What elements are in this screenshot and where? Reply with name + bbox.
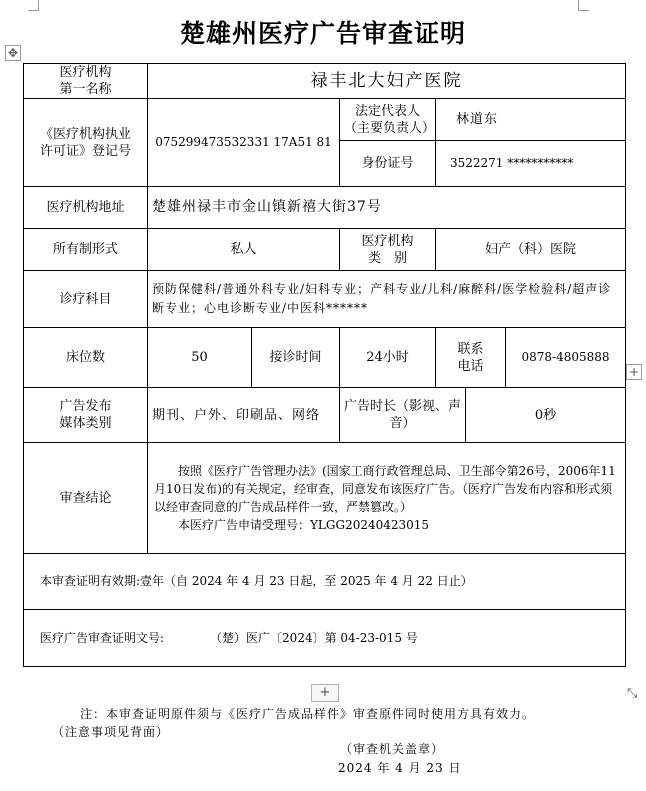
table-row xyxy=(24,229,626,271)
add-row-button[interactable]: + xyxy=(311,684,339,702)
beds-label: 床位数 xyxy=(24,328,148,388)
table-resize-icon[interactable]: ⤡ xyxy=(627,686,638,701)
id-number: 3522271 *********** xyxy=(436,141,626,187)
dept-label: 诊疗科目 xyxy=(24,271,148,328)
category-label: 医疗机构 类 别 xyxy=(340,229,436,271)
table-row xyxy=(24,187,626,229)
hours-label: 接诊时间 xyxy=(252,328,340,388)
category-value: 妇产（科）医院 xyxy=(436,229,626,271)
seal-caption: （审查机关盖章） xyxy=(340,742,445,756)
validity-period: 本审查证明有效期:壹年（自 2024 年 4 月 23 日起，至 2025 年 4 月 22 日止） xyxy=(24,554,626,610)
document-title: 楚雄州医疗广告审查证明 xyxy=(179,19,466,48)
conclusion-cell xyxy=(148,443,626,554)
id-label: 身份证号 xyxy=(340,141,436,187)
beds-value: 50 xyxy=(148,328,252,388)
issue-date: 2024 年 4 月 23 日 xyxy=(338,761,462,775)
legal-rep-name: 林道东 xyxy=(436,99,626,141)
docno-label: 医疗广告审查证明文号: xyxy=(40,630,165,645)
ownership-value: 私人 xyxy=(148,229,340,271)
table-row xyxy=(24,443,626,554)
docno-cell xyxy=(24,610,626,667)
table-row xyxy=(24,99,626,141)
footnote: 注：本审查证明原件须与《医疗广告成品样件》审查原件同时使用方具有效力。 xyxy=(80,707,536,721)
table-row xyxy=(24,610,626,667)
duration-label: 广告时长（影视、声音） xyxy=(340,388,466,443)
legal-rep-label: 法定代表人 （主要负责人） xyxy=(340,99,436,141)
table-row xyxy=(24,554,626,610)
license-number: 075299473532331 17A51 81 xyxy=(148,99,340,187)
dept-value: 预防保健科/普通外科专业/妇科专业；产科专业/儿科/麻醉科/医学检验科/超声诊断专业；心电诊断专业/中医科****** xyxy=(148,271,626,328)
contact-label: 联系 电话 xyxy=(436,328,506,388)
institution-address: 楚雄州禄丰市金山镇新禧大街37号 xyxy=(148,187,626,229)
table-row xyxy=(24,328,626,388)
hours-value: 24小时 xyxy=(340,328,436,388)
page-corner-mark xyxy=(578,0,589,11)
license-label: 《医疗机构执业 许可证》登记号 xyxy=(24,99,148,187)
table-row xyxy=(24,271,626,328)
docno-value: （楚）医广〔2024〕第 04-23-015 号 xyxy=(210,630,418,645)
footnote-back: （注意事项见背面） xyxy=(52,725,170,739)
table-row xyxy=(24,388,626,443)
duration-value: 0秒 xyxy=(466,388,626,443)
acceptance-number: 本医疗广告申请受理号：YLGG20240423015 xyxy=(178,518,430,532)
table-row xyxy=(24,64,626,99)
table-move-handle-icon[interactable]: ✥ xyxy=(5,45,21,61)
name-label: 医疗机构 第一名称 xyxy=(24,64,148,99)
media-label: 广告发布 媒体类别 xyxy=(24,388,148,443)
ownership-label: 所有制形式 xyxy=(24,229,148,271)
certificate-table xyxy=(23,63,626,667)
page-corner-mark xyxy=(28,0,39,11)
institution-name: 禄丰北大妇产医院 xyxy=(148,64,626,99)
conclusion-text: 按照《医疗广告管理办法》(国家工商行政管理总局、卫生部令第26号，2006年11月10日发布)的有关规定，经审查，同意发布该医疗广告。（医疗广告发布内容和形式须以经审查同意的广告成品样件一致，严禁篡改。） xyxy=(154,464,616,514)
contact-phone: 0878-4805888 xyxy=(506,328,626,388)
conclusion-label: 审查结论 xyxy=(24,443,148,554)
add-column-button[interactable]: + xyxy=(626,364,642,380)
address-label: 医疗机构地址 xyxy=(24,187,148,229)
media-value: 期刊、户外、印刷品、网络 xyxy=(148,388,340,443)
